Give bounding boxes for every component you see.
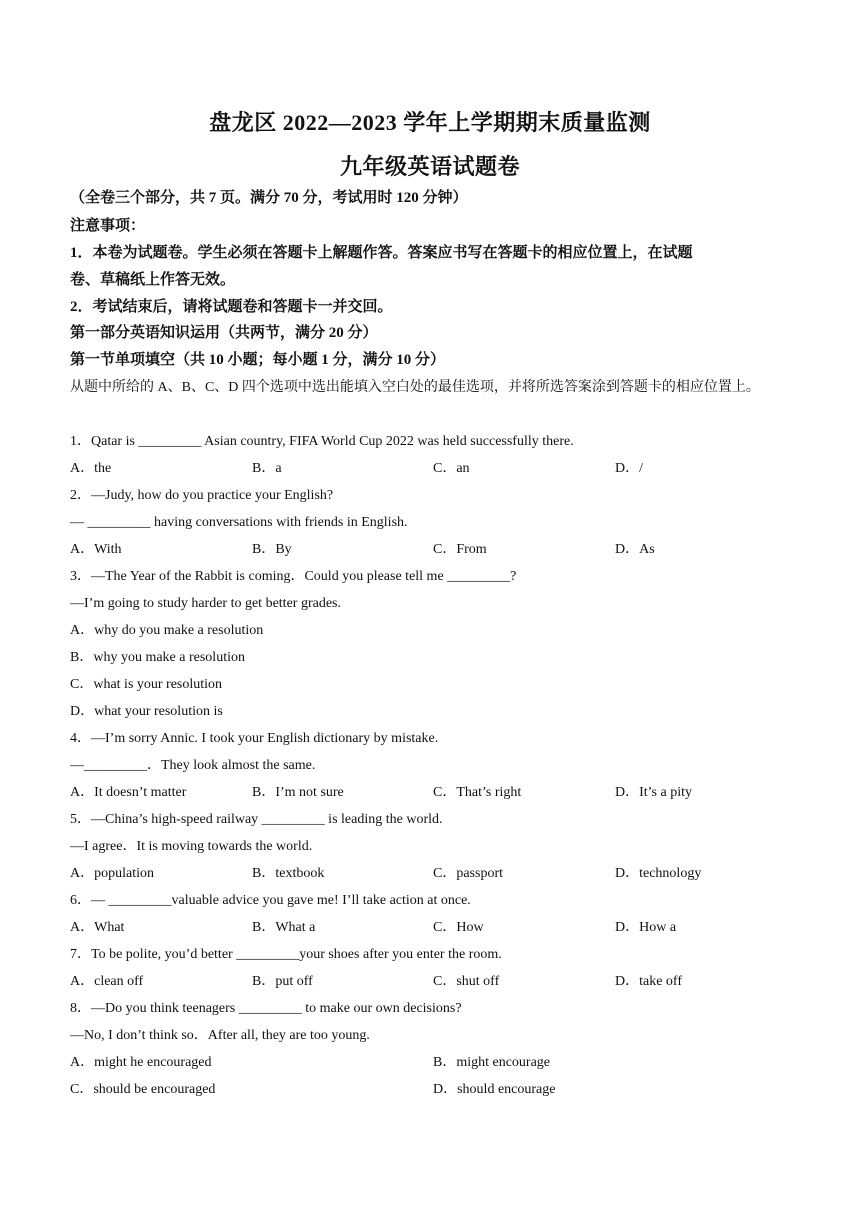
q2-option-a[interactable]: A．With [70, 542, 122, 557]
question-7-stem: 7．To be polite, you’d better _________your shoes after you enter the room. [70, 947, 502, 962]
q6-option-c[interactable]: C．How [433, 920, 484, 935]
q1-option-a[interactable]: A．the [70, 461, 112, 476]
question-3-reply: —I’m going to study harder to get better grades. [70, 596, 341, 611]
q3-option-a[interactable]: A．why do you make a resolution [70, 623, 264, 638]
q2-option-d[interactable]: D．As [615, 542, 655, 557]
q6-option-d[interactable]: D．How a [615, 920, 677, 935]
q4-option-c[interactable]: C．That’s right [433, 785, 522, 800]
paper-info: （全卷三个部分，共 7 页。满分 70 分，考试用时 120 分钟） [70, 190, 468, 206]
question-2-reply: — _________ having conversations with friends in English. [70, 515, 408, 530]
q6-option-b[interactable]: B．What a [252, 920, 316, 935]
question-6-stem: 6．— _________valuable advice you gave me! I’ll take action at once. [70, 893, 471, 908]
q4-option-b[interactable]: B．I’m not sure [252, 785, 344, 800]
q7-option-c[interactable]: C．shut off [433, 974, 500, 989]
q7-option-b[interactable]: B．put off [252, 974, 313, 989]
exam-title: 盘龙区 2022—2023 学年上学期期末质量监测 [209, 110, 651, 135]
q5-option-a[interactable]: A．population [70, 866, 154, 881]
q2-option-b[interactable]: B．By [252, 542, 292, 557]
q7-option-a[interactable]: A．clean off [70, 974, 144, 989]
question-1-stem: 1．Qatar is _________ Asian country, FIFA World Cup 2022 was held successfully there. [70, 434, 574, 449]
instruction-text: 从题中所给的 A、B、C、D 四个选项中选出能填入空白处的最佳选项，并将所选答案涂到答题卡的相应位置上。 [70, 380, 760, 395]
q8-option-b[interactable]: B．might encourage [433, 1055, 551, 1070]
exam-subtitle: 九年级英语试题卷 [339, 154, 520, 179]
q7-option-d[interactable]: D．take off [615, 974, 682, 989]
question-4-reply: —_________．They look almost the same. [70, 758, 316, 773]
question-5-reply: —I agree．It is moving towards the world. [70, 839, 313, 854]
q4-option-d[interactable]: D．It’s a pity [615, 785, 692, 800]
note-item-2: 2．考试结束后，请将试题卷和答题卡一并交回。 [70, 299, 393, 315]
q3-option-b[interactable]: B．why you make a resolution [70, 650, 245, 665]
question-5-stem: 5．—China’s high-speed railway _________ is leading the world. [70, 812, 443, 827]
q1-option-d[interactable]: D．/ [615, 461, 643, 476]
notes-heading: 注意事项： [70, 218, 146, 234]
question-2-stem: 2．—Judy, how do you practice your English? [70, 488, 334, 503]
question-8-stem: 8．—Do you think teenagers _________ to make our own decisions? [70, 1001, 462, 1016]
q6-option-a[interactable]: A．What [70, 920, 125, 935]
q5-option-d[interactable]: D．technology [615, 866, 702, 881]
q8-option-d[interactable]: D．should encourage [433, 1082, 556, 1097]
part1-heading: 第一部分英语知识运用（共两节，满分 20 分） [70, 325, 378, 341]
q5-option-c[interactable]: C．passport [433, 866, 503, 881]
q5-option-b[interactable]: B．textbook [252, 866, 325, 881]
question-8-reply: —No, I don’t think so．After all, they are too young. [70, 1028, 370, 1043]
q4-option-a[interactable]: A．It doesn’t matter [70, 785, 187, 800]
note-item-1: 1．本卷为试题卷。学生必须在答题卡上解题作答。答案应书写在答题卡的相应位置上，在试题 [70, 245, 693, 261]
q2-option-c[interactable]: C．From [433, 542, 487, 557]
section1-heading: 第一节单项填空（共 10 小题；每小题 1 分，满分 10 分） [70, 352, 446, 368]
q8-option-a[interactable]: A．might he encouraged [70, 1055, 212, 1070]
note-item-1-cont: 卷、草稿纸上作答无效。 [70, 272, 236, 288]
question-3-stem: 3．—The Year of the Rabbit is coming．Could you please tell me _________? [70, 569, 517, 584]
q1-option-b[interactable]: B．a [252, 461, 282, 476]
q3-option-c[interactable]: C．what is your resolution [70, 677, 223, 692]
q1-option-c[interactable]: C．an [433, 461, 470, 476]
q3-option-d[interactable]: D．what your resolution is [70, 704, 223, 719]
q8-option-c[interactable]: C．should be encouraged [70, 1082, 216, 1097]
question-4-stem: 4．—I’m sorry Annic. I took your English dictionary by mistake. [70, 731, 439, 746]
